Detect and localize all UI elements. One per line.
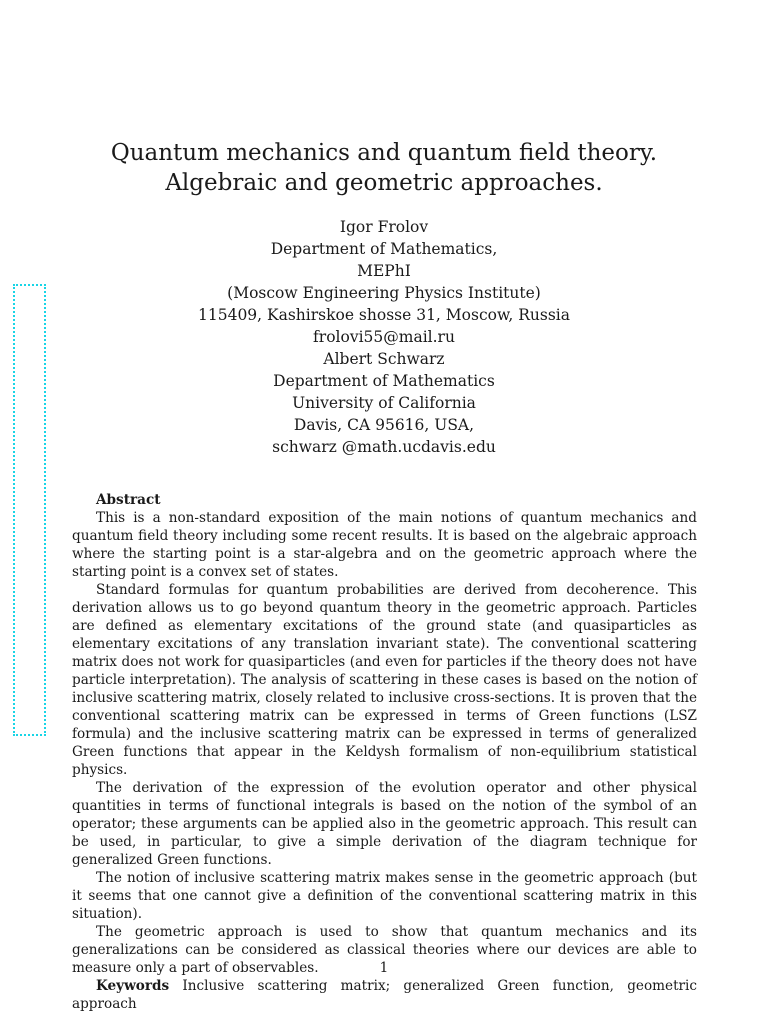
abstract-paragraph: The derivation of the expression of the evolution operator and other physical quantities in terms of functional integrals is based on the notion of the symbol of an operator; these arguments can be applied also in the geometric approach. This result can be used, in particular, to give a simple derivation of the diagram technique for generalized Green functions.	[72, 780, 697, 868]
keywords-label: Keywords	[96, 978, 170, 994]
author-affiliation-line: Department of Mathematics,	[270, 240, 498, 258]
author-affiliation-line: (Moscow Engineering Physics Institute)	[227, 284, 541, 302]
abstract-paragraph: Standard formulas for quantum probabilities are derived from decoherence. This derivation allows us to go beyond quantum theory in the geometric approach. Particles are defined as elementary excitations of the ground state (and quasiparticles as elementary excitations of any translation invariant state). The conventional scattering matrix does not work for quasiparticles (and even for particles if the theory does not have particle interpretation). The analysis of scattering in these cases is based on the notion of inclusive scattering matrix, closely related to inclusive cross-sections. It is proven that the conventional scattering matrix can be expressed in terms of Green functions (LSZ formula) and the inclusive scattering matrix can be expressed in terms of generalized Green functions that appear in the Keldysh formalism of non-equilibrium statistical physics.	[72, 582, 697, 778]
abstract-paragraph: The geometric approach is used to show that quantum mechanics and its generalizations can be considered as classical theories where our devices are able to measure only a part of observables.	[72, 924, 697, 976]
title-line-1: Quantum mechanics and quantum field theory.	[110, 140, 658, 166]
abstract-section	[72, 491, 697, 1013]
author-name: Albert Schwarz	[323, 350, 445, 368]
author-affiliation-line: MEPhI	[357, 262, 411, 280]
author-address-line: 115409, Kashirskoe shosse 31, Moscow, Russia	[198, 306, 570, 324]
paper-title	[0, 138, 768, 198]
author-email: schwarz @math.ucdavis.edu	[272, 438, 496, 456]
author-name: Igor Frolov	[339, 218, 429, 236]
abstract-heading: Abstract	[96, 492, 161, 508]
author-email: frolovi55@mail.ru	[313, 328, 455, 346]
author-block	[0, 216, 768, 458]
author-address-line: Davis, CA 95616, USA,	[293, 416, 475, 434]
author-affiliation-line: University of California	[292, 394, 476, 412]
abstract-paragraph: The notion of inclusive scattering matrix makes sense in the geometric approach (but it seems that one cannot give a definition of the conventional scattering matrix in this situation).	[72, 870, 697, 922]
keywords-text: Inclusive scattering matrix; generalized Green function, geometric approach	[72, 978, 697, 1012]
author-affiliation-line: Department of Mathematics	[273, 372, 495, 390]
title-line-2: Algebraic and geometric approaches.	[165, 170, 603, 196]
keywords-line	[72, 977, 697, 1013]
abstract-paragraph: This is a non-standard exposition of the main notions of quantum mechanics and quantum field theory including some recent results. It is based on the algebraic approach where the starting point is a star-algebra and on the geometric approach where the starting point is a convex set of states.	[72, 510, 697, 580]
page-number: 1	[379, 960, 389, 976]
margin-dotted-box	[13, 284, 46, 736]
